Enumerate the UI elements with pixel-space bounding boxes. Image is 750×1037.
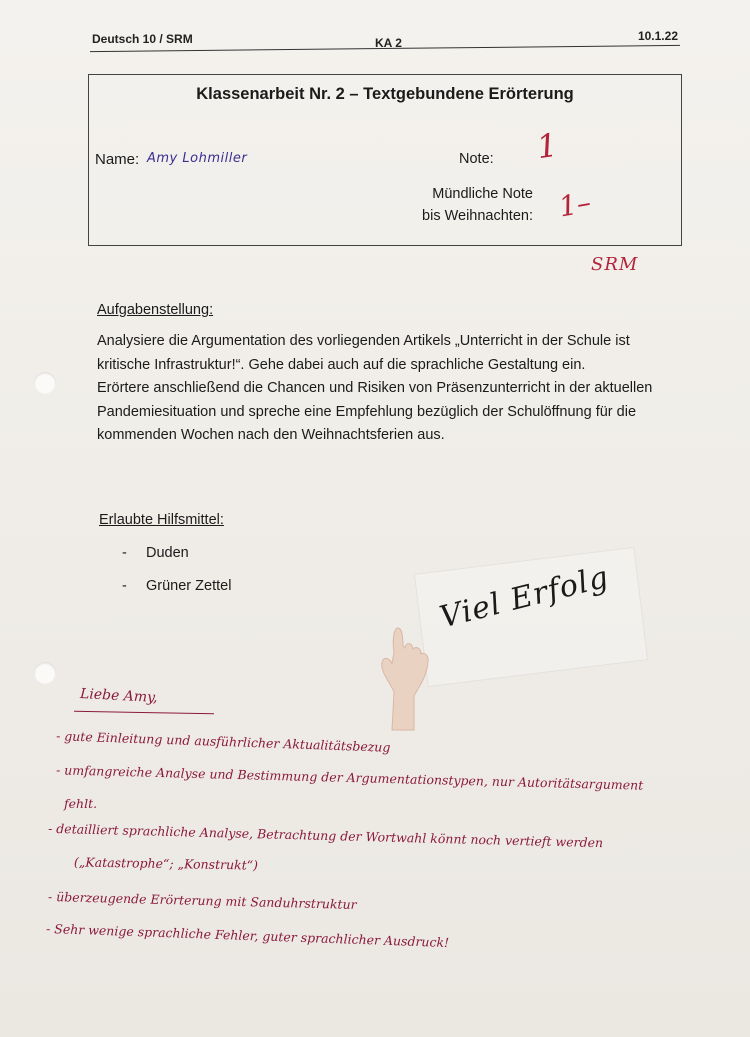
oral-grade-value: 1– (556, 185, 594, 224)
header-course: Deutsch 10 / SRM (92, 32, 193, 46)
aid-label: Grüner Zettel (146, 578, 232, 594)
task-body (97, 330, 672, 448)
task-heading: Aufgabenstellung: (97, 302, 214, 318)
aid-label: Duden (146, 545, 189, 561)
aid-dash: - (122, 578, 127, 594)
punch-hole (34, 662, 56, 684)
header-exam-code: KA 2 (375, 36, 402, 50)
aid-item (122, 545, 189, 561)
header-date: 10.1.22 (637, 29, 678, 43)
task-paragraph-2: Erörtere anschließend die Chancen und Risiken von Präsenzunterricht in der aktuellen Pandemiesituation und spreche eine Empfehlung bezüglich der Schulöffnung für die kommenden Wochen nach den Weihnachtsferien aus. (97, 380, 653, 443)
oral-grade-label-line2: bis Weihnachten: (422, 208, 533, 224)
oral-grade-label-line1: Mündliche Note (432, 186, 533, 202)
aid-item (122, 578, 231, 594)
grade-label: Note: (459, 151, 494, 167)
greeting-underline (74, 711, 214, 714)
feedback-line: - gute Einleitung und ausführlicher Aktualitätsbezug (55, 728, 391, 755)
feedback-greeting: Liebe Amy, (79, 685, 159, 707)
feedback-line: - umfangreiche Analyse und Bestimmung der Argumentationstypen, nur Autoritätsargument (55, 762, 644, 793)
grade-value: 1 (534, 125, 560, 167)
student-name: Amy Lohmiller (147, 151, 248, 166)
aid-dash: - (122, 545, 127, 561)
punch-hole (34, 372, 56, 394)
feedback-line: („Katastrophe“; „Konstrukt“) (73, 854, 259, 873)
feedback-line: - detailliert sprachliche Analyse, Betrachtung der Wortwahl könnt noch vertieft werden (47, 820, 604, 851)
oral-grade-label (407, 183, 533, 227)
feedback-line: - Sehr wenige sprachliche Fehler, guter sprachlicher Ausdruck! (45, 920, 450, 951)
exam-title: Klassenarbeit Nr. 2 – Textgebundene Erörterung (196, 85, 574, 103)
name-label: Name: (95, 151, 140, 168)
feedback-line: fehlt. (64, 796, 98, 811)
task-paragraph-1: Analysiere die Argumentation des vorliegenden Artikels „Unterricht in der Schule ist kritische Infrastruktur!“. Gehe dabei auch auf die sprachliche Gestaltung ein. (97, 333, 630, 373)
hand-illustration (372, 622, 442, 732)
feedback-line: - überzeugende Erörterung mit Sanduhrstruktur (47, 888, 357, 913)
teacher-initials: SRM (591, 254, 639, 275)
aids-heading: Erlaubte Hilfsmittel: (99, 512, 224, 528)
exam-info-box (88, 74, 682, 246)
good-luck-text: Viel Erfolg (436, 559, 613, 636)
